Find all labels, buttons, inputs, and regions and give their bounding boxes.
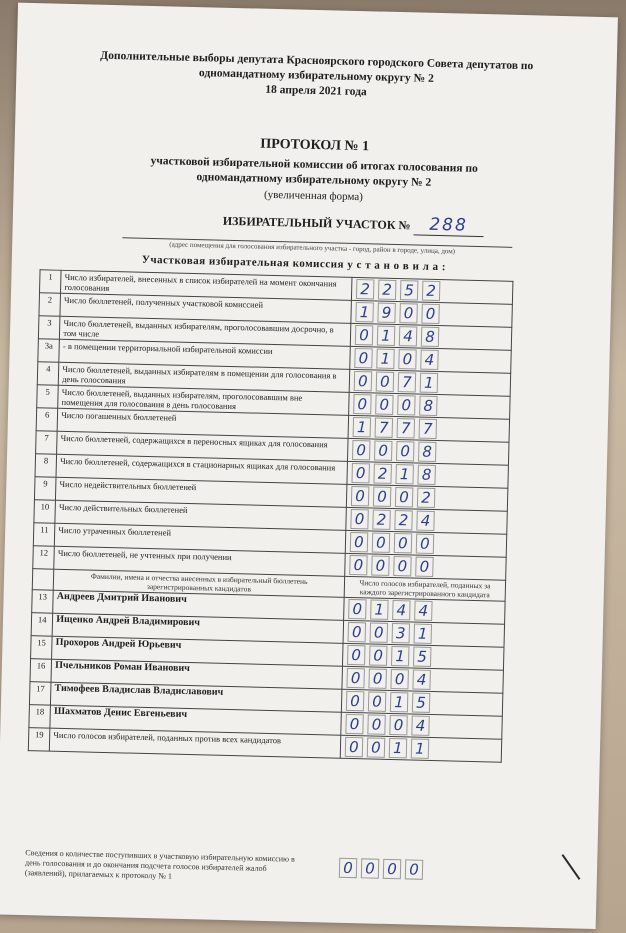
row-label: Число бюллетеней, содержащихся в переносных ящиках для голосования bbox=[57, 431, 348, 461]
handwritten-digit: 0 bbox=[373, 486, 391, 506]
digit-group bbox=[354, 347, 507, 373]
handwritten-digit: 0 bbox=[367, 737, 385, 757]
form-note: (увеличенная форма) bbox=[263, 188, 363, 204]
candidate-name: Ищенко Андрей Владимирович bbox=[52, 613, 343, 643]
handwritten-digit: 2 bbox=[373, 464, 391, 484]
empty-cell bbox=[32, 569, 54, 591]
protocol-subtitle: участковой избирательной комиссии об итогах голосования по одномандатному избирательному округу № 2 bbox=[150, 154, 478, 189]
row-label: Число бюллетеней, содержащихся в стационарных ящиках для голосования bbox=[56, 454, 347, 484]
row-number: 18 bbox=[29, 705, 51, 729]
candidate-name: Шахматов Денис Евгеньевич bbox=[50, 705, 341, 735]
handwritten-digit: 4 bbox=[399, 326, 417, 346]
handwritten-digit: 0 bbox=[416, 534, 434, 554]
handwritten-digit: 2 bbox=[372, 509, 390, 529]
handwritten-digit: 0 bbox=[390, 669, 408, 689]
handwritten-digit: 0 bbox=[368, 668, 386, 688]
row-number: 6 bbox=[36, 408, 58, 432]
handwritten-digit: 7 bbox=[397, 418, 415, 438]
digit-group bbox=[355, 324, 508, 350]
row-number: 2 bbox=[39, 293, 61, 317]
handwritten-digit: 0 bbox=[395, 487, 413, 507]
row-number: 10 bbox=[34, 500, 56, 524]
handwritten-digit: 8 bbox=[417, 465, 435, 485]
handwritten-digit: 0 bbox=[376, 372, 394, 392]
row-label: Число бюллетеней, выданных избирателям, проголосовавшим досрочно, в том числе bbox=[60, 316, 351, 346]
handwritten-digit: 1 bbox=[413, 624, 431, 644]
row-number: 1 bbox=[40, 270, 62, 294]
digit-group bbox=[348, 598, 501, 624]
handwritten-digit: 0 bbox=[405, 859, 423, 879]
digit-group bbox=[346, 690, 499, 716]
handwritten-digit: 1 bbox=[411, 738, 429, 758]
handwritten-digit: 5 bbox=[400, 280, 418, 300]
handwritten-digit: 1 bbox=[377, 326, 395, 346]
handwritten-digit: 0 bbox=[375, 395, 393, 415]
row-number: 7 bbox=[36, 431, 58, 455]
handwritten-digit: 1 bbox=[376, 349, 394, 369]
handwritten-digit: 4 bbox=[416, 511, 434, 531]
handwritten-digit: 7 bbox=[418, 419, 436, 439]
handwritten-digit: 4 bbox=[411, 716, 429, 736]
election-date: 18 апреля 2021 года bbox=[265, 83, 367, 99]
handwritten-digit: 0 bbox=[346, 668, 364, 688]
address-caption: (адрес помещения для голосования избирательного участка - город, район в городе, улица, дом) bbox=[169, 240, 456, 256]
digit-group bbox=[351, 462, 504, 488]
handwritten-digit: 1 bbox=[389, 738, 407, 758]
handwritten-digit: 0 bbox=[383, 859, 401, 879]
handwritten-digit: 0 bbox=[394, 533, 412, 553]
handwritten-digit: 0 bbox=[353, 394, 371, 414]
digit-group bbox=[352, 416, 505, 442]
handwritten-digit: 0 bbox=[350, 509, 368, 529]
handwritten-digit: 1 bbox=[355, 302, 373, 322]
handwritten-digit: 0 bbox=[348, 599, 366, 619]
handwritten-digit: 0 bbox=[374, 441, 392, 461]
handwritten-digit: 0 bbox=[355, 325, 373, 345]
digit-group bbox=[352, 439, 505, 465]
candidates-col-header: Фамилии, имена и отчества внесенных в избирательный бюллетень зарегистрированных кандидатов bbox=[54, 569, 345, 597]
row-number: 14 bbox=[31, 613, 53, 637]
election-title-text: Дополнительные выборы депутата Красноярского городского Совета депутатов по одномандатному избирательному округу № 2 bbox=[100, 49, 534, 85]
election-title bbox=[16, 47, 617, 107]
handwritten-digit: 8 bbox=[419, 396, 437, 416]
handwritten-digit: 8 bbox=[418, 442, 436, 462]
handwritten-digit: 0 bbox=[351, 486, 369, 506]
handwritten-digit: 5 bbox=[413, 647, 431, 667]
handwritten-digit: 1 bbox=[420, 373, 438, 393]
row-label: Число недействительных бюллетеней bbox=[56, 477, 347, 507]
row-number: 11 bbox=[33, 523, 55, 547]
handwritten-digit: 2 bbox=[378, 280, 396, 300]
handwritten-digit: 0 bbox=[350, 532, 368, 552]
handwritten-digit: 0 bbox=[345, 714, 363, 734]
digit-group bbox=[345, 713, 498, 739]
protocol-sheet bbox=[0, 3, 618, 929]
digit-group bbox=[350, 531, 503, 557]
digit-group bbox=[355, 301, 508, 327]
commission-line: Участковая избирательная комиссия у с т а н о в и л а : bbox=[141, 253, 447, 274]
handwritten-digit: 0 bbox=[351, 463, 369, 483]
candidate-name: Прохоров Андрей Юрьевич bbox=[52, 636, 343, 666]
row-label: Число бюллетеней, полученных участковой комиссией bbox=[60, 293, 351, 323]
digit-group bbox=[349, 554, 502, 580]
row-label: Число погашенных бюллетеней bbox=[57, 408, 348, 438]
handwritten-digit: 0 bbox=[354, 371, 372, 391]
handwritten-digit: 4 bbox=[392, 600, 410, 620]
digit-group bbox=[353, 393, 506, 419]
precinct-line bbox=[223, 210, 484, 237]
protocol-table bbox=[28, 269, 514, 762]
handwritten-digit: 4 bbox=[420, 350, 438, 370]
candidate-name: Число голосов избирателей, поданных против всех кандидатов bbox=[50, 728, 341, 758]
complaints-note: Сведения о количестве поступивших в участковую избирательную комиссию в день голосования и до окончания подсчета голосов избирателей жалоб (заявлений), прилагаемых к протоколу № 1 bbox=[24, 848, 295, 881]
handwritten-digit: 0 bbox=[398, 349, 416, 369]
handwritten-digit: 4 bbox=[412, 670, 430, 690]
candidate-votes bbox=[340, 735, 502, 762]
row-number: 5 bbox=[37, 385, 59, 409]
precinct-label: ИЗБИРАТЕЛЬНЫЙ УЧАСТОК № bbox=[222, 213, 411, 233]
digit-group bbox=[347, 621, 500, 647]
handwritten-digit: 0 bbox=[415, 557, 433, 577]
row-label: Число бюллетеней, выданных избирателям в помещении для голосования в день голосования bbox=[59, 362, 350, 392]
handwritten-digit: 1 bbox=[391, 646, 409, 666]
row-number: 13 bbox=[32, 590, 54, 614]
handwritten-digit: 2 bbox=[422, 281, 440, 301]
handwritten-digit: 0 bbox=[352, 440, 370, 460]
row-number: 12 bbox=[33, 546, 55, 570]
handwritten-digit: 0 bbox=[361, 858, 379, 878]
handwritten-digit: 0 bbox=[372, 532, 390, 552]
row-label: Число действительных бюллетеней bbox=[55, 500, 346, 530]
handwritten-digit: 0 bbox=[389, 715, 407, 735]
row-number: 16 bbox=[30, 659, 52, 683]
row-label: - в помещении территориальной избирательной комиссии bbox=[59, 339, 350, 369]
handwritten-digit: 0 bbox=[370, 622, 388, 642]
row-label: Число бюллетеней, выданных избирателям, проголосовавшим вне помещения для голосования в день голосования bbox=[58, 385, 349, 415]
precinct-number: 288 bbox=[413, 214, 483, 237]
row-number: 3а bbox=[38, 339, 60, 363]
handwritten-digit: 9 bbox=[377, 303, 395, 323]
handwritten-digit: 2 bbox=[394, 510, 412, 530]
handwritten-digit: 0 bbox=[354, 348, 372, 368]
candidate-name: Андреев Дмитрий Иванович bbox=[53, 590, 344, 620]
handwritten-digit: 0 bbox=[397, 395, 415, 415]
candidate-name: Тимофеев Владислав Владиславович bbox=[51, 682, 342, 712]
row-number: 8 bbox=[35, 454, 57, 478]
handwritten-digit: 7 bbox=[375, 418, 393, 438]
digit-group bbox=[350, 508, 503, 534]
handwritten-digit: 1 bbox=[370, 599, 388, 619]
handwritten-digit: 0 bbox=[345, 737, 363, 757]
votes-col-header: Число голосов избирателей, поданных за каждого зарегистрированного кандидата bbox=[344, 576, 506, 601]
row-number: 9 bbox=[34, 477, 56, 501]
handwritten-digit: 0 bbox=[399, 303, 417, 323]
handwritten-digit: 1 bbox=[353, 417, 371, 437]
handwritten-digit: 1 bbox=[395, 464, 413, 484]
digit-group bbox=[351, 485, 504, 511]
row-label: Число избирателей, внесенных в список избирателей на момент окончания голосования bbox=[61, 270, 352, 300]
row-number: 15 bbox=[31, 636, 53, 660]
candidate-name: Пчельников Роман Иванович bbox=[51, 659, 342, 689]
handwritten-digit: 0 bbox=[371, 555, 389, 575]
digit-group bbox=[345, 736, 498, 762]
handwritten-digit: 0 bbox=[348, 622, 366, 642]
handwritten-digit: 2 bbox=[356, 279, 374, 299]
complaints-count bbox=[339, 857, 424, 881]
handwritten-digit: 4 bbox=[414, 601, 432, 621]
row-number: 3 bbox=[38, 316, 60, 340]
digit-group bbox=[356, 278, 509, 304]
handwritten-digit: 0 bbox=[421, 304, 439, 324]
handwritten-digit: 5 bbox=[412, 693, 430, 713]
row-number: 17 bbox=[29, 682, 51, 706]
handwritten-digit: 7 bbox=[398, 372, 416, 392]
handwritten-digit: 0 bbox=[393, 556, 411, 576]
handwritten-digit: 3 bbox=[391, 623, 409, 643]
handwritten-digit: 0 bbox=[346, 691, 364, 711]
row-number: 19 bbox=[28, 728, 50, 752]
handwritten-digit: 2 bbox=[417, 488, 435, 508]
handwritten-digit: 0 bbox=[368, 691, 386, 711]
handwritten-digit: 0 bbox=[369, 645, 387, 665]
handwritten-digit: 8 bbox=[421, 327, 439, 347]
row-label: Число утраченных бюллетеней bbox=[55, 523, 346, 553]
handwritten-digit: 1 bbox=[390, 692, 408, 712]
handwritten-digit: 0 bbox=[396, 441, 414, 461]
handwritten-digit: 0 bbox=[367, 714, 385, 734]
digit-group bbox=[354, 370, 507, 396]
row-number: 4 bbox=[37, 362, 59, 386]
digit-group bbox=[347, 644, 500, 670]
handwritten-digit: 0 bbox=[349, 555, 367, 575]
handwritten-digit: 0 bbox=[347, 645, 365, 665]
handwritten-digit: 0 bbox=[339, 858, 357, 878]
protocol-title: ПРОТОКОЛ № 1 bbox=[260, 136, 370, 155]
digit-group bbox=[346, 667, 499, 693]
row-label: Число бюллетеней, не учтенных при получении bbox=[54, 546, 345, 576]
